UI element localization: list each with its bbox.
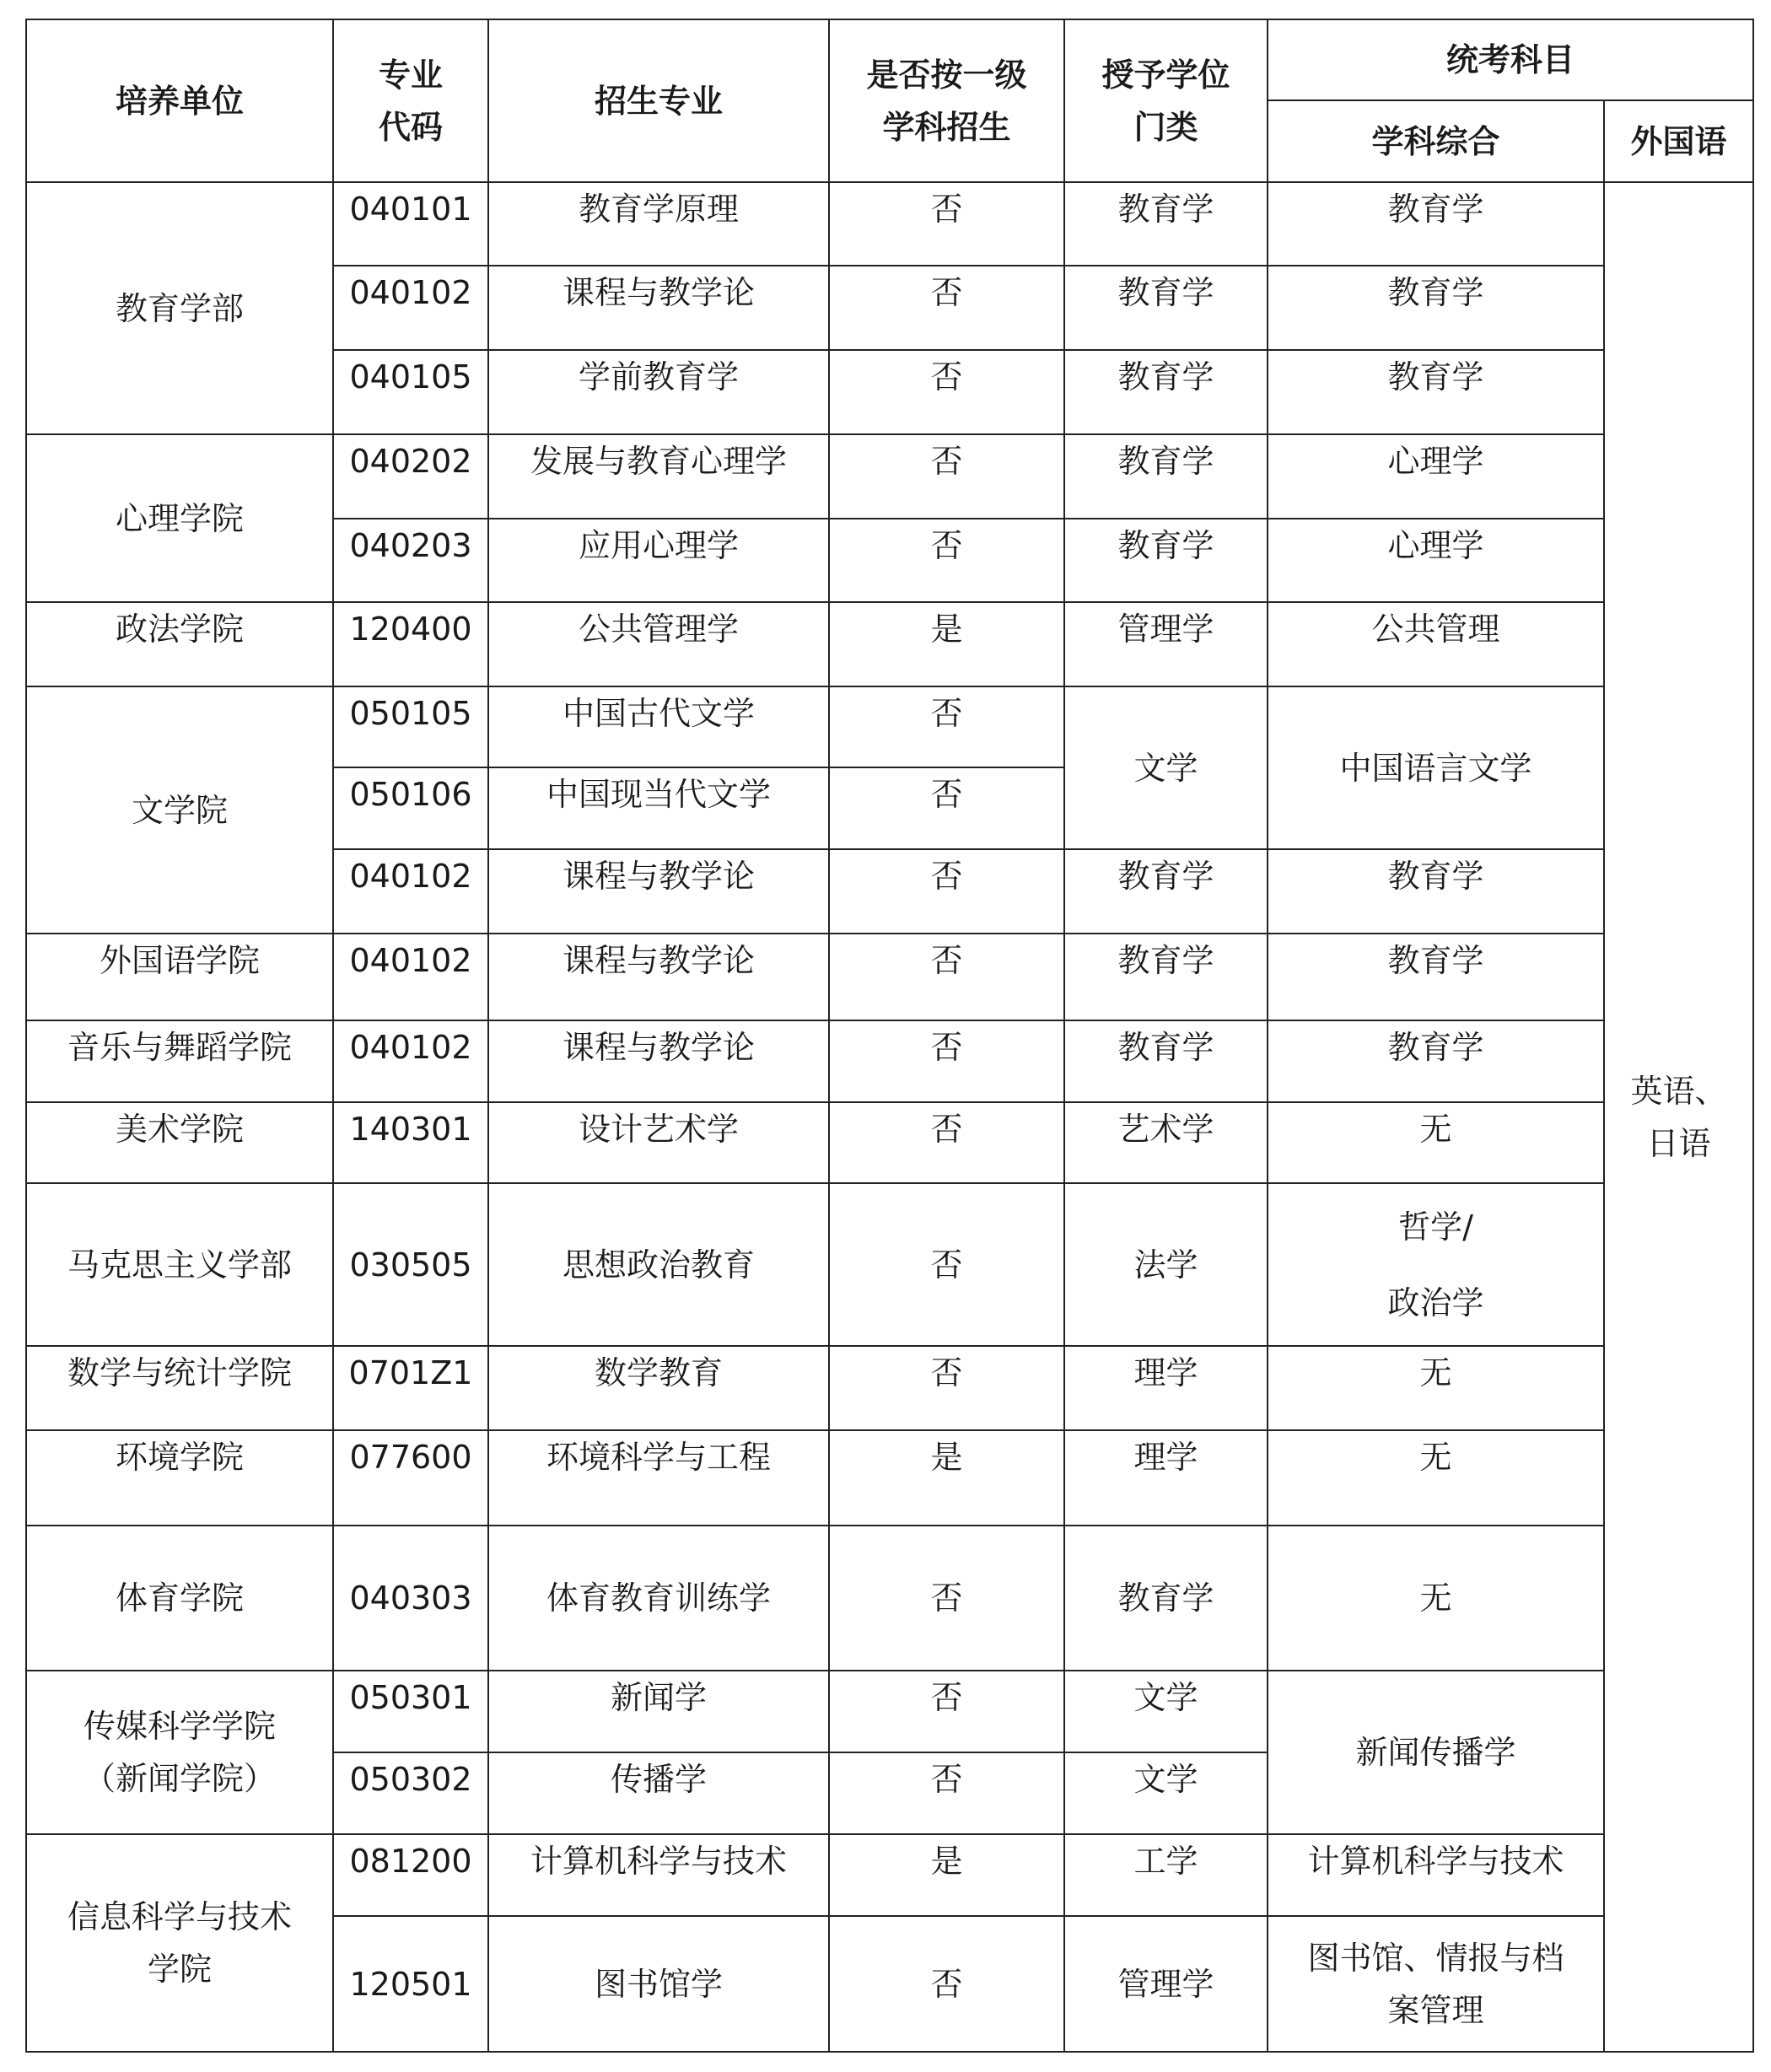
major-cell: 环境科学与工程: [488, 1430, 829, 1526]
subject-cell: 公共管理: [1268, 602, 1604, 686]
code-cell: 077600: [333, 1430, 488, 1526]
major-cell: 中国现当代文学: [488, 767, 829, 849]
major-cell: 课程与教学论: [488, 266, 829, 350]
subject-cell: 教育学: [1268, 266, 1604, 350]
foreign-language-line2: 日语: [1646, 1124, 1711, 1162]
first-level-cell: 否: [829, 434, 1064, 519]
degree-cell: 法学: [1064, 1183, 1268, 1346]
first-level-cell: 否: [829, 849, 1064, 934]
subject-line2: 政治学: [1387, 1284, 1484, 1321]
subject-cell: 心理学: [1268, 519, 1604, 602]
code-cell: 030505: [333, 1183, 488, 1346]
major-cell: 数学教育: [488, 1346, 829, 1430]
code-cell: 040102: [333, 266, 488, 350]
degree-cell: 理学: [1064, 1430, 1268, 1526]
unit-cell: 文学院: [26, 686, 333, 934]
first-level-cell: 否: [829, 1020, 1064, 1102]
unit-cell: 政法学院: [26, 602, 333, 686]
subject-cell: [1268, 1183, 1604, 1346]
first-level-cell: 否: [829, 686, 1064, 767]
header-foreign: 外国语: [1604, 100, 1753, 182]
code-cell: 040203: [333, 519, 488, 602]
degree-cell: 教育学: [1064, 934, 1268, 1020]
major-cell: 课程与教学论: [488, 934, 829, 1020]
first-level-cell: 否: [829, 266, 1064, 350]
unit-cell: 音乐与舞蹈学院: [26, 1020, 333, 1102]
major-cell: 中国古代文学: [488, 686, 829, 767]
degree-cell: 教育学: [1064, 1526, 1268, 1671]
subject-cell: 教育学: [1268, 182, 1604, 266]
header-degree-line2: 门类: [1133, 108, 1198, 146]
first-level-cell: 否: [829, 1916, 1064, 2052]
code-cell: 050106: [333, 767, 488, 849]
major-cell: 新闻学: [488, 1671, 829, 1752]
unit-line1: 信息科学与技术: [67, 1898, 292, 1935]
header-code-line1: 专业: [378, 56, 443, 94]
subject-cell: 教育学: [1268, 1020, 1604, 1102]
code-cell: 140301: [333, 1102, 488, 1183]
foreign-language-cell: [1604, 182, 1753, 2052]
major-cell: 公共管理学: [488, 602, 829, 686]
unit-cell: 马克思主义学部: [26, 1183, 333, 1346]
major-cell: 计算机科学与技术: [488, 1834, 829, 1916]
subject-line1: 哲学/: [1398, 1208, 1473, 1246]
degree-cell: 管理学: [1064, 602, 1268, 686]
subject-cell: 无: [1268, 1526, 1604, 1671]
subject-cell: 心理学: [1268, 434, 1604, 519]
code-cell: 040105: [333, 350, 488, 434]
code-cell: 040102: [333, 934, 488, 1020]
major-cell: 传播学: [488, 1752, 829, 1834]
subject-cell: 无: [1268, 1346, 1604, 1430]
header-first-level-line2: 学科招生: [882, 108, 1011, 146]
degree-cell: 教育学: [1064, 519, 1268, 602]
first-level-cell: 否: [829, 1102, 1064, 1183]
code-cell: 050301: [333, 1671, 488, 1752]
header-major: 招生专业: [488, 19, 829, 182]
header-degree: [1064, 19, 1268, 182]
unit-cell: 外国语学院: [26, 934, 333, 1020]
code-cell: 040202: [333, 434, 488, 519]
first-level-cell: 否: [829, 1183, 1064, 1346]
subject-cell: 无: [1268, 1430, 1604, 1526]
degree-cell: 文学: [1064, 686, 1268, 849]
unit-cell: 体育学院: [26, 1526, 333, 1671]
degree-cell: 教育学: [1064, 266, 1268, 350]
code-cell: 040102: [333, 1020, 488, 1102]
code-cell: 120501: [333, 1916, 488, 2052]
degree-cell: 教育学: [1064, 849, 1268, 934]
major-cell: 教育学原理: [488, 182, 829, 266]
code-cell: 120400: [333, 602, 488, 686]
subject-cell: 教育学: [1268, 350, 1604, 434]
header-first-level: [829, 19, 1064, 182]
unit-cell: 环境学院: [26, 1430, 333, 1526]
subject-cell: 无: [1268, 1102, 1604, 1183]
first-level-cell: 否: [829, 1752, 1064, 1834]
unit-cell: 数学与统计学院: [26, 1346, 333, 1430]
major-cell: 课程与教学论: [488, 849, 829, 934]
unit-cell: [26, 1834, 333, 2052]
header-code: [333, 19, 488, 182]
first-level-cell: 否: [829, 934, 1064, 1020]
degree-cell: 文学: [1064, 1671, 1268, 1752]
header-code-line2: 代码: [378, 108, 443, 146]
major-cell: 学前教育学: [488, 350, 829, 434]
subject-line1: 图书馆、情报与档: [1307, 1939, 1564, 1977]
header-unit: 培养单位: [26, 19, 333, 182]
code-cell: 040303: [333, 1526, 488, 1671]
first-level-cell: 否: [829, 519, 1064, 602]
subject-cell: 新闻传播学: [1268, 1671, 1604, 1834]
first-level-cell: 是: [829, 1430, 1064, 1526]
code-cell: 050302: [333, 1752, 488, 1834]
code-cell: 050105: [333, 686, 488, 767]
degree-cell: 教育学: [1064, 182, 1268, 266]
header-first-level-line1: 是否按一级: [866, 56, 1027, 94]
unit-line2: （新闻学院）: [83, 1760, 276, 1797]
subject-cell: [1268, 1916, 1604, 2052]
major-cell: 思想政治教育: [488, 1183, 829, 1346]
first-level-cell: 否: [829, 1346, 1064, 1430]
header-subject: 学科综合: [1268, 100, 1604, 182]
first-level-cell: 否: [829, 1671, 1064, 1752]
first-level-cell: 否: [829, 182, 1064, 266]
subject-line2: 案管理: [1387, 1991, 1484, 2029]
major-cell: 体育教育训练学: [488, 1526, 829, 1671]
subject-cell: 计算机科学与技术: [1268, 1834, 1604, 1916]
major-cell: 发展与教育心理学: [488, 434, 829, 519]
unit-cell: 心理学院: [26, 434, 333, 602]
major-cell: 课程与教学论: [488, 1020, 829, 1102]
unit-line2: 学院: [147, 1951, 212, 1988]
foreign-language-line1: 英语、: [1630, 1072, 1727, 1110]
unit-cell: [26, 1671, 333, 1834]
degree-cell: 教育学: [1064, 434, 1268, 519]
degree-cell: 文学: [1064, 1752, 1268, 1834]
degree-cell: 管理学: [1064, 1916, 1268, 2052]
code-cell: 040102: [333, 849, 488, 934]
degree-cell: 理学: [1064, 1346, 1268, 1430]
degree-cell: 教育学: [1064, 350, 1268, 434]
degree-cell: 教育学: [1064, 1020, 1268, 1102]
first-level-cell: 否: [829, 767, 1064, 849]
first-level-cell: 否: [829, 350, 1064, 434]
header-exam: 统考科目: [1268, 19, 1753, 100]
degree-cell: 工学: [1064, 1834, 1268, 1916]
subject-cell: 中国语言文学: [1268, 686, 1604, 849]
first-level-cell: 是: [829, 1834, 1064, 1916]
unit-cell: 教育学部: [26, 182, 333, 434]
subject-cell: 教育学: [1268, 849, 1604, 934]
unit-line1: 传媒科学学院: [83, 1708, 276, 1745]
major-cell: 图书馆学: [488, 1916, 829, 2052]
major-cell: 应用心理学: [488, 519, 829, 602]
header-degree-line1: 授予学位: [1101, 56, 1230, 94]
major-cell: 设计艺术学: [488, 1102, 829, 1183]
first-level-cell: 是: [829, 602, 1064, 686]
code-cell: 0701Z1: [333, 1346, 488, 1430]
enrollment-table: [25, 19, 1754, 2053]
unit-cell: 美术学院: [26, 1102, 333, 1183]
code-cell: 040101: [333, 182, 488, 266]
code-cell: 081200: [333, 1834, 488, 1916]
first-level-cell: 否: [829, 1526, 1064, 1671]
subject-cell: 教育学: [1268, 934, 1604, 1020]
degree-cell: 艺术学: [1064, 1102, 1268, 1183]
